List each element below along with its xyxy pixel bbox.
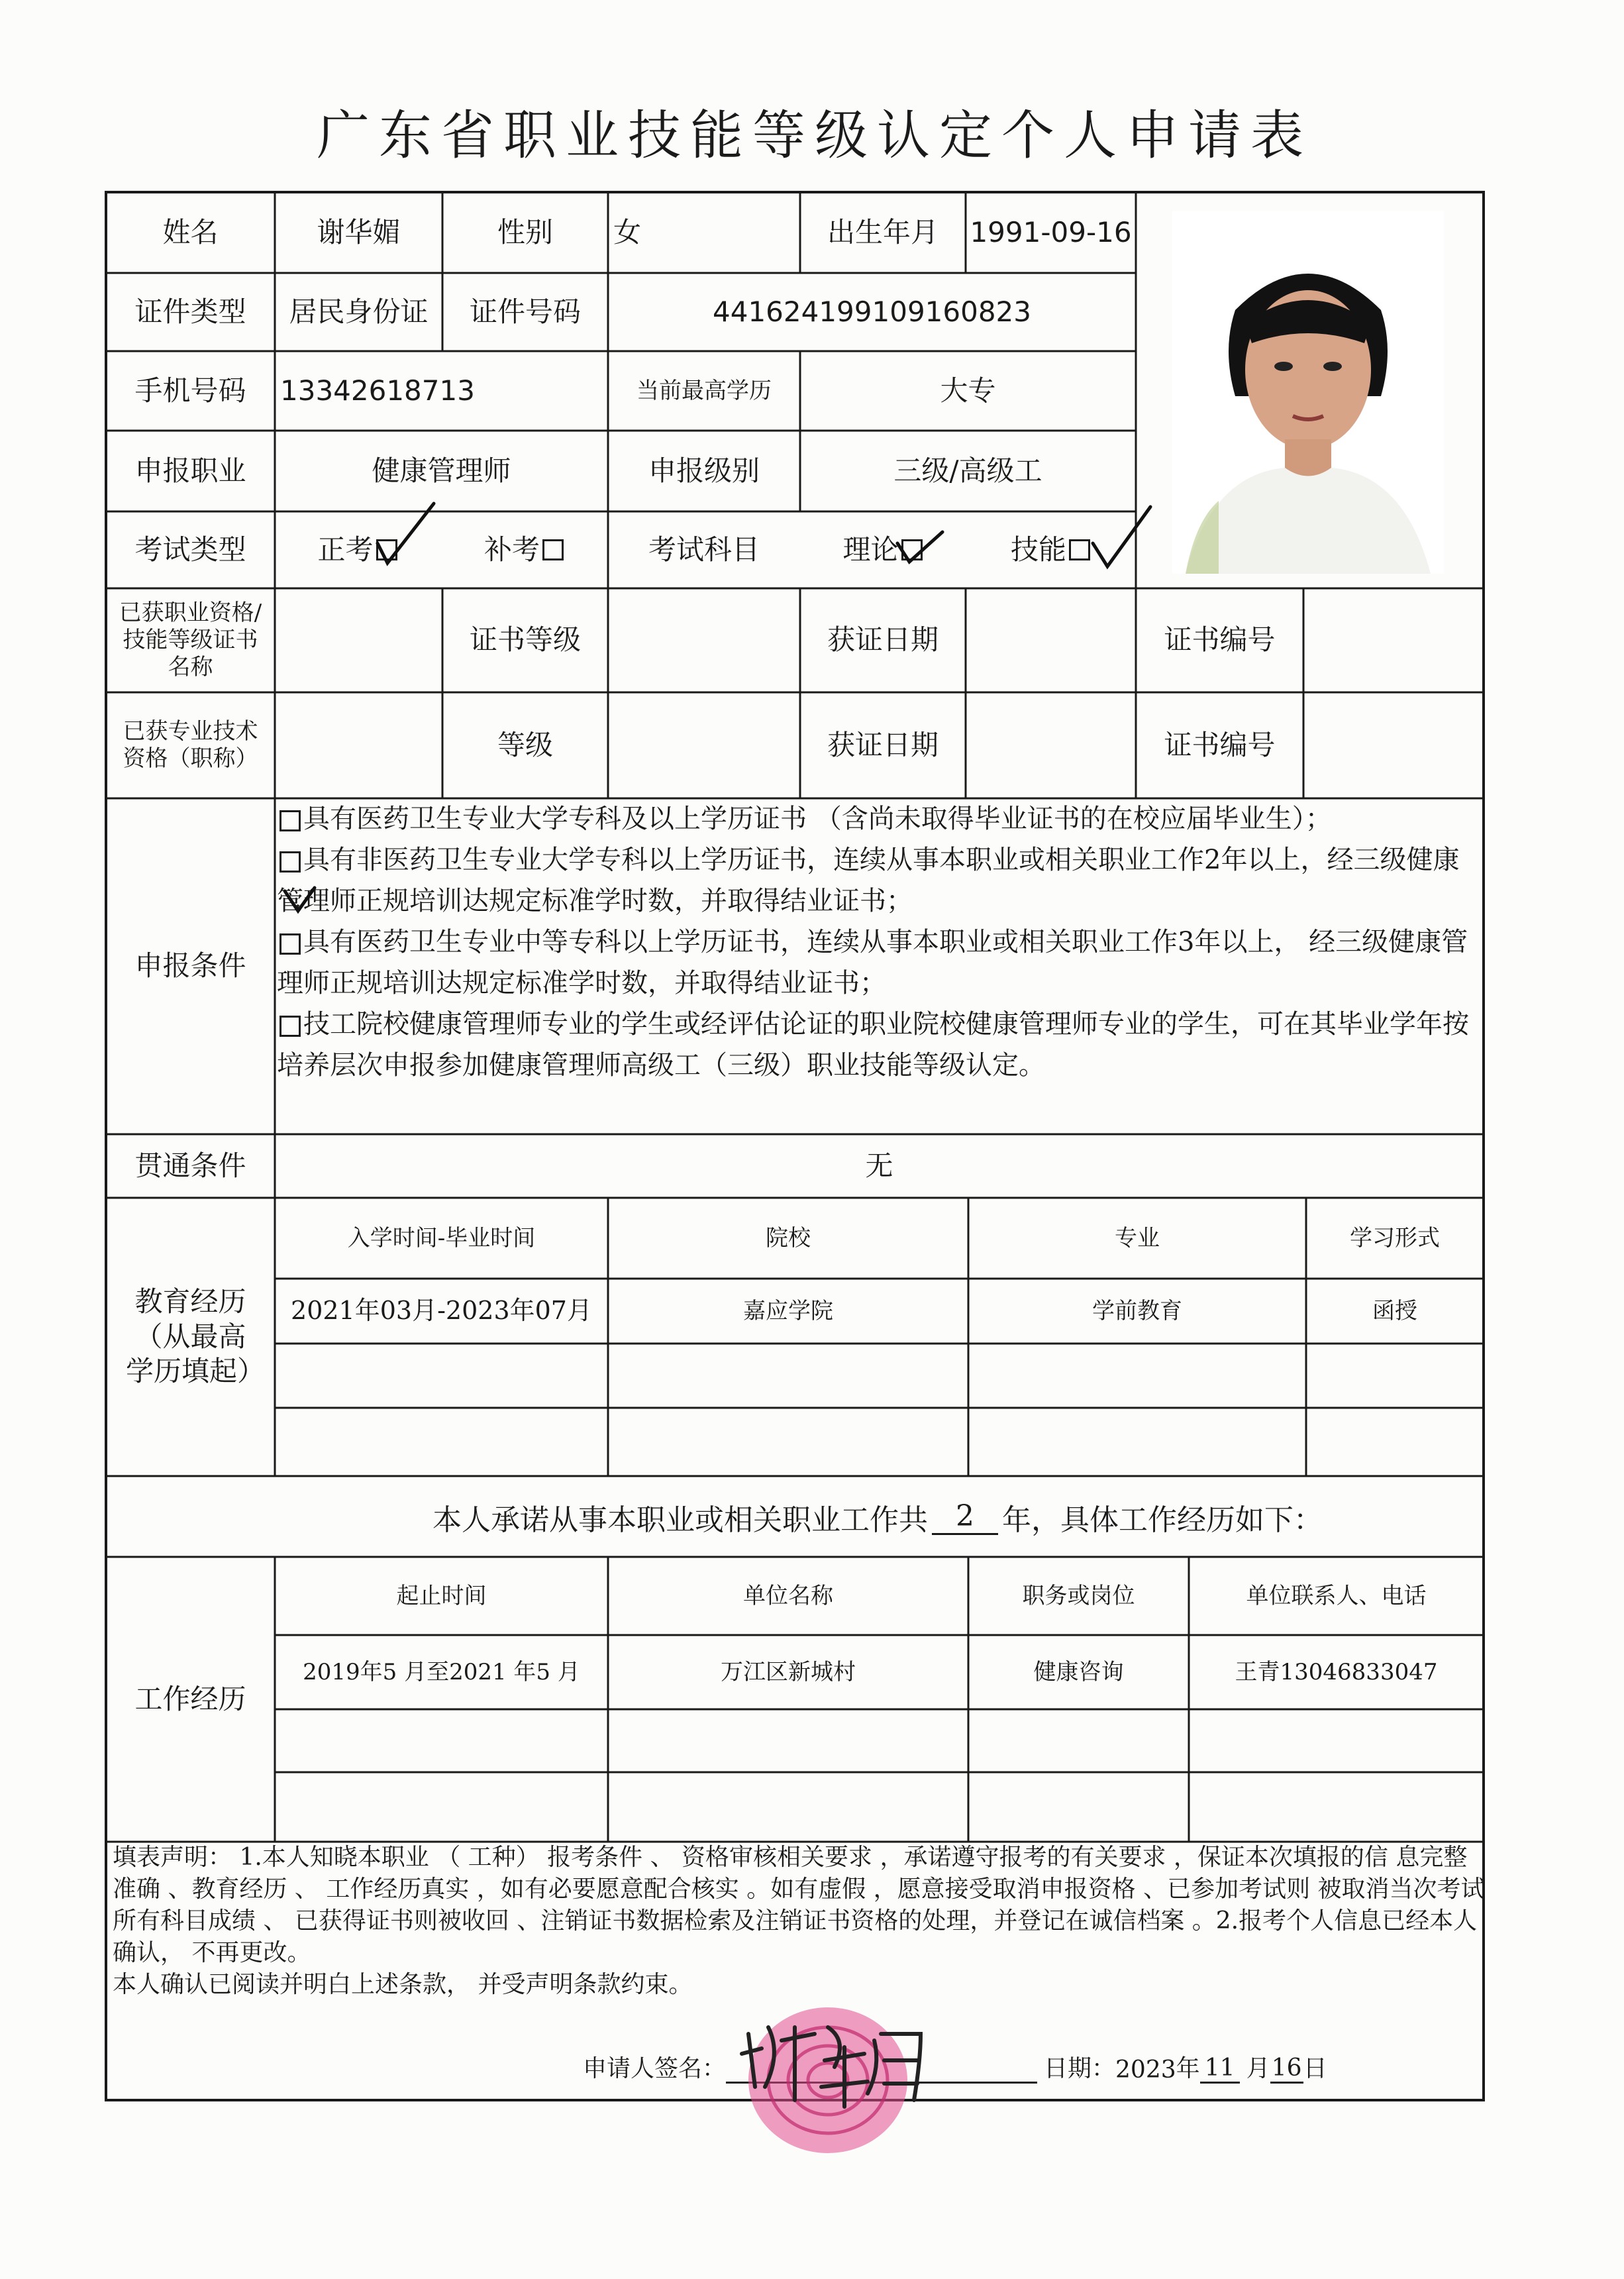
condition-item[interactable] — [277, 839, 1469, 922]
label-education-history: 教育经历（从最高学历填起） — [126, 1285, 266, 1388]
condition-text: 具有非医药卫生专业大学专科以上学历证书，连续从事本职业或相关职业工作2年以上，经三级健康管理师正规培训达规定标准学时数，并取得结业证书； — [277, 845, 1460, 916]
applicant-birth[interactable]: 1991-09-16 — [970, 215, 1132, 248]
label-conditions: 申报条件 — [134, 949, 246, 982]
label-cert-professional: 已获专业技术资格（职称） — [123, 718, 258, 772]
signature-label: 申请人签名： — [583, 2055, 727, 2082]
work-header-contact: 单位联系人、电话 — [1246, 1582, 1427, 1609]
cert-vocational-value[interactable] — [275, 588, 442, 692]
condition-checkbox[interactable] — [279, 810, 301, 831]
label-obtain-date-2: 获证日期 — [827, 728, 939, 761]
cert-no-2-value[interactable] — [1303, 692, 1484, 798]
table-row-work-position[interactable]: 健康咨询 — [1033, 1658, 1124, 1685]
label-cert-vocational: 已获职业资格/技能等级证书名称 — [119, 600, 262, 680]
option-regular-label: 正考 — [317, 533, 374, 566]
condition-checkbox[interactable] — [279, 1016, 301, 1037]
makeup-checkbox[interactable] — [542, 539, 564, 560]
label-exam-type: 考试类型 — [134, 533, 246, 566]
label-gender: 性别 — [497, 215, 553, 248]
label-through: 贯通条件 — [134, 1149, 246, 1182]
label-cert-no-2: 证书编号 — [1164, 728, 1276, 761]
applicant-photo — [1172, 211, 1444, 574]
through-value[interactable]: 无 — [865, 1149, 893, 1182]
label-level: 申报级别 — [648, 454, 760, 487]
work-header-position: 职务或岗位 — [1022, 1582, 1135, 1609]
edu-header-period: 入学时间-毕业时间 — [347, 1224, 536, 1251]
edu-header-form: 学习形式 — [1350, 1224, 1440, 1251]
condition-text: 具有医药卫生专业大学专科及以上学历证书 （含尚未取得毕业证书的在校应届毕业生）； — [303, 804, 1332, 834]
label-exam-subject: 考试科目 — [648, 533, 760, 566]
condition-checkbox[interactable] — [279, 851, 301, 873]
applicant-phone[interactable]: 13342618713 — [280, 374, 475, 407]
applicant-id-type[interactable]: 居民身份证 — [289, 295, 429, 328]
option-makeup-label: 补考 — [483, 533, 540, 566]
regular-checkbox[interactable] — [376, 539, 397, 560]
label-work-history: 工作经历 — [134, 1682, 246, 1715]
applicant-gender[interactable]: 女 — [613, 215, 642, 248]
form-title: 广东省职业技能等级认定个人申请表 — [317, 105, 1313, 166]
table-row-edu-school[interactable]: 嘉应学院 — [743, 1297, 833, 1324]
edu-header-major: 专业 — [1115, 1224, 1160, 1251]
label-occupation: 申报职业 — [134, 454, 246, 487]
applicant-occupation[interactable]: 健康管理师 — [372, 454, 511, 487]
condition-item[interactable] — [277, 798, 1469, 839]
applicant-education[interactable]: 大专 — [940, 374, 996, 407]
label-name: 姓名 — [162, 215, 219, 248]
condition-text: 具有医药卫生专业中等专科以上学历证书，连续从事本职业或相关职业工作3年以上， 经三级健康管理师正规培训达规定标准学时数，并取得结业证书； — [277, 927, 1468, 998]
date-month-unit: 月 — [1246, 2055, 1270, 2082]
label-id-type: 证件类型 — [134, 295, 246, 328]
signature-row — [583, 2037, 1497, 2084]
table-row-work-unit[interactable]: 万江区新城村 — [721, 1658, 856, 1685]
label-birth: 出生年月 — [827, 215, 939, 248]
label-phone: 手机号码 — [134, 374, 246, 407]
date-year[interactable]: 2023 — [1115, 2056, 1176, 2084]
applicant-id-number[interactable]: 441624199109160823 — [713, 295, 1031, 328]
table-row-edu-form[interactable]: 函授 — [1372, 1297, 1417, 1324]
date-day-unit: 日 — [1303, 2055, 1327, 2082]
date-year-unit: 年 — [1176, 2055, 1200, 2082]
commit-suffix: 年，具体工作经历如下： — [1002, 1503, 1323, 1537]
work-header-period: 起止时间 — [396, 1582, 487, 1609]
label-grade: 等级 — [497, 728, 553, 761]
grade-value[interactable] — [608, 692, 800, 798]
date-label: 日期： — [1044, 2055, 1116, 2082]
label-cert-no: 证书编号 — [1164, 623, 1276, 657]
option-regular-exam[interactable] — [275, 511, 442, 588]
commit-prefix: 本人承诺从事本职业或相关职业工作共 — [432, 1503, 928, 1537]
obtain-date-2-value[interactable] — [966, 692, 1136, 798]
declaration-text: 填表声明： 1.本人知晓本职业 （ 工种） 报考条件 、 资格审核相关要求 ，承诺遵守报考的有关要求 ，保证本次填报的信 息完整准确 、教育经历 、 工作经历真实 ，如有必要愿意配合核实 。如有虚假 ，愿意接受取消申报资格 、已参加考试则 被取消当次考试所有科目成绩 、 已获得证书则被收回 、注销证书数据检索及注销证书资格的处理，并登记在诚信档案 。2.报考个人信息已经本人确认， 不再更改。 — [113, 1844, 1485, 1966]
applicant-level[interactable]: 三级/高级工 — [893, 454, 1042, 487]
commit-years[interactable]: 2 — [932, 1499, 998, 1535]
cert-no-value[interactable] — [1303, 588, 1484, 692]
option-skill-label: 技能 — [1010, 533, 1066, 566]
signature-field[interactable] — [726, 2042, 1037, 2084]
work-header-unit: 单位名称 — [743, 1582, 833, 1609]
cert-level-value[interactable] — [608, 588, 800, 692]
table-row-work-period[interactable]: 2019年5 月至2021 年5 月 — [303, 1658, 580, 1685]
applicant-name[interactable]: 谢华媚 — [317, 215, 401, 248]
condition-checkbox[interactable] — [279, 933, 301, 955]
edu-header-school: 院校 — [766, 1224, 811, 1251]
table-row-edu-major[interactable]: 学前教育 — [1092, 1297, 1182, 1324]
option-skill[interactable] — [968, 511, 1136, 588]
table-row-edu-period[interactable]: 2021年03月-2023年07月 — [291, 1296, 592, 1326]
label-cert-level: 证书等级 — [469, 623, 581, 657]
condition-item[interactable] — [277, 1004, 1469, 1086]
declaration-confirm: 本人确认已阅读并明白上述条款， 并受声明条款约束。 — [113, 1971, 693, 1998]
theory-checkbox[interactable] — [901, 539, 923, 560]
option-theory-label: 理论 — [842, 533, 899, 566]
condition-item[interactable] — [277, 922, 1469, 1004]
label-id-number: 证件号码 — [469, 295, 581, 328]
obtain-date-value[interactable] — [966, 588, 1136, 692]
table-row-work-contact[interactable]: 王青13046833047 — [1235, 1658, 1438, 1685]
condition-text: 技工院校健康管理师专业的学生或经评估论证的职业院校健康管理师专业的学生，可在其毕业学年按培养层次申报参加健康管理师高级工（三级）职业技能等级认定。 — [277, 1009, 1469, 1081]
skill-checkbox[interactable] — [1069, 539, 1090, 560]
label-obtain-date: 获证日期 — [827, 623, 939, 657]
conditions-list — [277, 798, 1469, 1086]
label-education: 当前最高学历 — [636, 377, 772, 404]
date-month[interactable]: 11 — [1200, 2054, 1240, 2084]
work-commitment — [272, 1494, 1484, 1540]
option-makeup-exam[interactable] — [442, 511, 608, 588]
cert-professional-value[interactable] — [275, 692, 442, 798]
date-day[interactable]: 16 — [1270, 2054, 1303, 2084]
option-theory[interactable] — [800, 511, 968, 588]
declaration — [113, 1842, 1490, 2001]
